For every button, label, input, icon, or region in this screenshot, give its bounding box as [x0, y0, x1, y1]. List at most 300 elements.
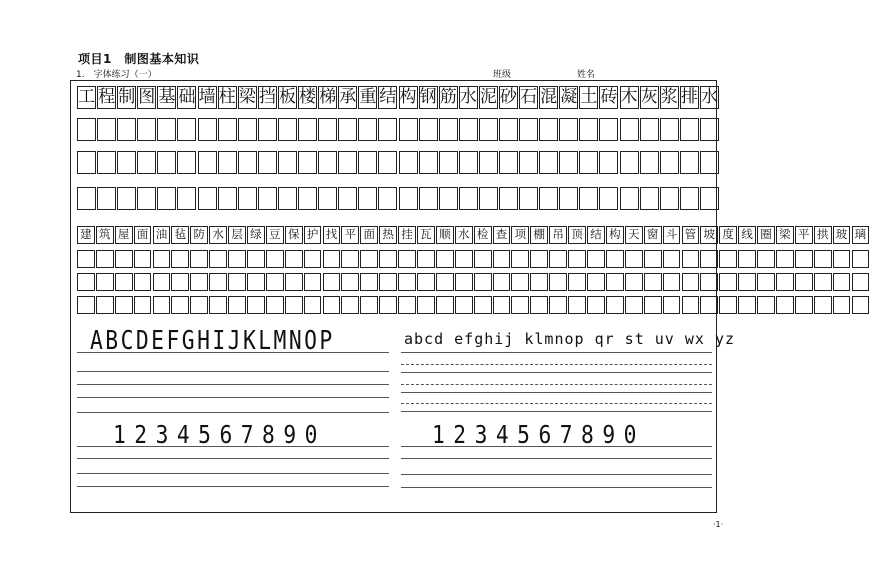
practice-empty-cell: [530, 250, 548, 268]
practice-empty-cell: [644, 250, 662, 268]
practice-empty-cell: [682, 296, 700, 314]
practice-empty-cell: [700, 273, 718, 291]
practice-char-cell: 制: [118, 87, 136, 107]
practice-empty-cell: [474, 273, 492, 291]
practice-char-cell: 平: [341, 226, 359, 244]
practice-empty-cell: [700, 118, 719, 141]
practice-empty-cell: [117, 118, 136, 141]
practice-empty-cell: [247, 296, 265, 314]
practice-empty-cell: [640, 151, 659, 174]
practice-empty-cell: [852, 296, 870, 314]
practice-empty-cell: [247, 273, 265, 291]
practice-empty-cell: [439, 118, 458, 141]
practice-empty-cell: [115, 250, 133, 268]
practice-empty-cell: [474, 250, 492, 268]
guide-line: [77, 371, 389, 372]
practice-empty-cell: [660, 187, 679, 210]
practice-char-cell: 天: [625, 226, 643, 244]
practice-empty-cell: [278, 118, 297, 141]
practice-empty-cell: [419, 118, 438, 141]
practice-char-cell: 查: [493, 226, 511, 244]
practice-empty-cell: [479, 187, 498, 210]
practice-empty-cell: [323, 296, 341, 314]
practice-char-cell: 结: [379, 87, 397, 107]
practice-empty-cell: [606, 250, 624, 268]
practice-empty-cell: [137, 118, 156, 141]
practice-char-cell: 拱: [814, 226, 832, 244]
practice-empty-cell: [137, 151, 156, 174]
practice-empty-cell: [700, 187, 719, 210]
practice-empty-cell: [228, 296, 246, 314]
practice-empty-cell: [97, 187, 116, 210]
practice-empty-cell: [153, 250, 171, 268]
practice-char-cell: 石: [520, 87, 538, 107]
practice-empty-cell: [177, 118, 196, 141]
practice-empty-cell: [539, 118, 558, 141]
practice-char-cell: 油: [153, 226, 171, 244]
practice-empty-cell: [700, 151, 719, 174]
practice-char-cell: 棚: [530, 226, 548, 244]
practice-empty-cell: [559, 187, 578, 210]
practice-char-cell: 平: [795, 226, 813, 244]
practice-empty-cell: [833, 250, 851, 268]
lowercase-sample: abcd efghij klmnop qr st uv wx yz: [404, 330, 736, 348]
practice-empty-cell: [640, 187, 659, 210]
practice-empty-cell: [338, 118, 357, 141]
practice-empty-cell: [539, 151, 558, 174]
practice-empty-cell: [190, 296, 208, 314]
practice-empty-cell: [439, 187, 458, 210]
practice-char-cell: 层: [228, 226, 246, 244]
practice-row-filled-2: [77, 226, 870, 244]
practice-empty-cell: [77, 187, 96, 210]
practice-char-cell: 水: [209, 226, 227, 244]
practice-char-cell: 基: [158, 87, 176, 107]
practice-empty-cell: [360, 250, 378, 268]
practice-empty-cell: [620, 151, 639, 174]
practice-empty-cell: [378, 151, 397, 174]
practice-empty-cell: [606, 273, 624, 291]
practice-empty-cell: [115, 296, 133, 314]
practice-char-cell: 保: [285, 226, 303, 244]
practice-empty-cell: [190, 273, 208, 291]
practice-empty-cell: [398, 250, 416, 268]
practice-empty-cell: [419, 187, 438, 210]
practice-char-cell: 线: [738, 226, 756, 244]
practice-empty-cell: [77, 118, 96, 141]
practice-char-cell: 梯: [319, 87, 337, 107]
practice-empty-cell: [663, 250, 681, 268]
practice-empty-cell: [338, 187, 357, 210]
practice-empty-cell: [663, 296, 681, 314]
practice-char-cell: 筑: [96, 226, 114, 244]
practice-char-cell: 挂: [398, 226, 416, 244]
practice-char-cell: 豆: [266, 226, 284, 244]
practice-char-cell: 混: [540, 87, 558, 107]
practice-empty-cell: [341, 296, 359, 314]
practice-char-cell: 水: [455, 226, 473, 244]
practice-empty-cell: [776, 296, 794, 314]
practice-empty-cell: [625, 250, 643, 268]
practice-empty-cell: [378, 118, 397, 141]
practice-empty-cell: [795, 250, 813, 268]
practice-char-cell: 木: [620, 87, 638, 107]
practice-empty-cell: [680, 187, 699, 210]
practice-empty-cell: [298, 187, 317, 210]
practice-empty-cell: [97, 151, 116, 174]
practice-char-cell: 坡: [700, 226, 718, 244]
practice-empty-cell: [171, 296, 189, 314]
practice-empty-cell: [218, 151, 237, 174]
practice-empty-cell: [238, 118, 257, 141]
practice-char-cell: 璃: [852, 226, 870, 244]
uppercase-sample: ABCDEFGHIJKLMNOP: [90, 326, 335, 356]
practice-empty-cell: [218, 118, 237, 141]
practice-empty-cell: [660, 118, 679, 141]
practice-char-cell: 础: [178, 87, 196, 107]
practice-row-empty-2: [77, 151, 720, 174]
practice-empty-cell: [519, 151, 538, 174]
practice-empty-cell: [568, 250, 586, 268]
practice-empty-cell: [134, 296, 152, 314]
practice-empty-cell: [833, 273, 851, 291]
practice-empty-cell: [680, 118, 699, 141]
practice-empty-cell: [814, 250, 832, 268]
practice-empty-cell: [757, 296, 775, 314]
practice-char-cell: 圈: [757, 226, 775, 244]
practice-empty-cell: [198, 151, 217, 174]
practice-char-cell: 构: [606, 226, 624, 244]
practice-empty-cell: [417, 273, 435, 291]
practice-empty-cell: [479, 118, 498, 141]
practice-empty-cell: [77, 296, 95, 314]
practice-empty-cell: [153, 273, 171, 291]
practice-empty-cell: [719, 273, 737, 291]
practice-empty-cell: [360, 296, 378, 314]
practice-empty-cell: [459, 151, 478, 174]
practice-empty-cell: [399, 151, 418, 174]
practice-empty-cell: [218, 187, 237, 210]
practice-char-cell: 砂: [499, 87, 517, 107]
practice-empty-cell: [157, 118, 176, 141]
practice-char-cell: 钢: [419, 87, 437, 107]
practice-empty-cell: [266, 250, 284, 268]
practice-char-cell: 梁: [776, 226, 794, 244]
practice-empty-cell: [228, 250, 246, 268]
practice-empty-cell: [258, 187, 277, 210]
practice-empty-cell: [620, 187, 639, 210]
guide-line: [401, 392, 712, 393]
practice-empty-cell: [559, 118, 578, 141]
practice-empty-cell: [455, 296, 473, 314]
practice-empty-cell: [559, 151, 578, 174]
practice-empty-cell: [417, 250, 435, 268]
practice-empty-cell: [700, 250, 718, 268]
practice-empty-cell: [358, 151, 377, 174]
practice-empty-cell: [209, 296, 227, 314]
practice-char-cell: 程: [98, 87, 116, 107]
practice-char-cell: 顶: [568, 226, 586, 244]
practice-empty-cell: [493, 250, 511, 268]
practice-char-cell: 排: [680, 87, 698, 107]
practice-empty-cell: [852, 273, 870, 291]
practice-char-cell: 吊: [549, 226, 567, 244]
practice-empty-cell: [549, 250, 567, 268]
practice-char-cell: 砖: [600, 87, 618, 107]
practice-empty-cell: [587, 296, 605, 314]
practice-row-filled-1: [77, 86, 720, 109]
practice-empty-cell: [700, 296, 718, 314]
name-label: 姓名: [577, 70, 596, 80]
exercise-subtitle: 1. 字体练习（一）: [76, 70, 157, 80]
practice-empty-cell: [499, 151, 518, 174]
practice-empty-cell: [459, 118, 478, 141]
practice-empty-cell: [493, 296, 511, 314]
practice-empty-cell: [436, 273, 454, 291]
practice-empty-cell: [599, 151, 618, 174]
practice-empty-cell: [177, 151, 196, 174]
practice-char-cell: 灰: [640, 87, 658, 107]
guide-line: [401, 384, 712, 385]
practice-empty-cell: [177, 187, 196, 210]
practice-char-cell: 凝: [560, 87, 578, 107]
practice-char-cell: 浆: [660, 87, 678, 107]
practice-char-cell: 泥: [479, 87, 497, 107]
practice-empty-cell: [358, 187, 377, 210]
practice-char-cell: 楼: [299, 87, 317, 107]
practice-empty-cell: [587, 273, 605, 291]
practice-empty-cell: [499, 118, 518, 141]
practice-char-cell: 水: [459, 87, 477, 107]
practice-empty-cell: [378, 187, 397, 210]
practice-empty-cell: [833, 296, 851, 314]
practice-empty-cell: [625, 273, 643, 291]
practice-empty-cell: [455, 250, 473, 268]
practice-empty-cell: [680, 151, 699, 174]
practice-empty-cell: [499, 187, 518, 210]
guide-line: [401, 364, 712, 365]
guide-line: [401, 487, 712, 488]
practice-empty-cell: [304, 250, 322, 268]
practice-empty-cell: [137, 187, 156, 210]
practice-empty-cell: [530, 296, 548, 314]
practice-empty-cell: [776, 273, 794, 291]
guide-line: [77, 458, 389, 459]
practice-empty-cell: [579, 118, 598, 141]
page-number: ·1·: [713, 520, 724, 529]
practice-empty-cell: [266, 296, 284, 314]
practice-char-cell: 水: [700, 87, 718, 107]
practice-empty-cell: [579, 187, 598, 210]
practice-empty-cell: [228, 273, 246, 291]
practice-char-cell: 玻: [833, 226, 851, 244]
practice-empty-cell: [663, 273, 681, 291]
practice-empty-cell: [247, 250, 265, 268]
practice-empty-cell: [323, 273, 341, 291]
practice-empty-cell: [304, 296, 322, 314]
practice-empty-cell: [530, 273, 548, 291]
practice-empty-cell: [814, 273, 832, 291]
practice-empty-cell: [323, 250, 341, 268]
practice-empty-cell: [285, 273, 303, 291]
practice-char-cell: 屋: [115, 226, 133, 244]
practice-char-cell: 绿: [247, 226, 265, 244]
page-title: 项目1 制图基本知识: [78, 52, 200, 66]
practice-char-cell: 墙: [198, 87, 216, 107]
practice-empty-cell: [285, 250, 303, 268]
practice-char-cell: 斗: [663, 226, 681, 244]
practice-empty-cell: [341, 250, 359, 268]
guide-line: [401, 403, 712, 404]
practice-empty-cell: [625, 296, 643, 314]
practice-empty-cell: [436, 250, 454, 268]
practice-row-empty-4: [77, 250, 870, 268]
practice-empty-cell: [117, 151, 136, 174]
practice-empty-cell: [511, 296, 529, 314]
guide-line: [401, 474, 712, 475]
practice-empty-cell: [115, 273, 133, 291]
guide-line: [401, 411, 712, 412]
practice-empty-cell: [511, 273, 529, 291]
practice-empty-cell: [587, 250, 605, 268]
guide-line: [77, 412, 389, 413]
practice-empty-cell: [157, 187, 176, 210]
practice-empty-cell: [606, 296, 624, 314]
practice-empty-cell: [599, 187, 618, 210]
practice-empty-cell: [519, 118, 538, 141]
practice-char-cell: 面: [134, 226, 152, 244]
practice-empty-cell: [474, 296, 492, 314]
practice-char-cell: 建: [77, 226, 95, 244]
guide-line: [401, 372, 712, 373]
practice-empty-cell: [97, 118, 116, 141]
practice-empty-cell: [795, 273, 813, 291]
practice-empty-cell: [318, 151, 337, 174]
practice-empty-cell: [719, 296, 737, 314]
class-label: 班级: [493, 70, 512, 80]
practice-empty-cell: [96, 250, 114, 268]
practice-empty-cell: [360, 273, 378, 291]
practice-empty-cell: [198, 118, 217, 141]
practice-empty-cell: [757, 250, 775, 268]
practice-empty-cell: [852, 250, 870, 268]
guide-line: [77, 384, 389, 385]
practice-empty-cell: [568, 273, 586, 291]
practice-empty-cell: [318, 118, 337, 141]
practice-empty-cell: [776, 250, 794, 268]
practice-empty-cell: [682, 250, 700, 268]
practice-empty-cell: [479, 151, 498, 174]
practice-char-cell: 热: [379, 226, 397, 244]
practice-empty-cell: [795, 296, 813, 314]
practice-empty-cell: [198, 187, 217, 210]
practice-empty-cell: [278, 151, 297, 174]
practice-empty-cell: [539, 187, 558, 210]
practice-empty-cell: [304, 273, 322, 291]
practice-char-cell: 构: [399, 87, 417, 107]
practice-empty-cell: [549, 273, 567, 291]
practice-empty-cell: [96, 296, 114, 314]
practice-char-cell: 筋: [439, 87, 457, 107]
practice-empty-cell: [134, 250, 152, 268]
practice-empty-cell: [258, 118, 277, 141]
practice-empty-cell: [77, 151, 96, 174]
practice-empty-cell: [338, 151, 357, 174]
practice-char-cell: 瓦: [417, 226, 435, 244]
practice-char-cell: 管: [682, 226, 700, 244]
practice-empty-cell: [439, 151, 458, 174]
practice-empty-cell: [209, 273, 227, 291]
practice-char-cell: 承: [339, 87, 357, 107]
practice-char-cell: 项: [511, 226, 529, 244]
practice-empty-cell: [399, 187, 418, 210]
practice-empty-cell: [640, 118, 659, 141]
practice-empty-cell: [660, 151, 679, 174]
practice-char-cell: 板: [278, 87, 296, 107]
practice-empty-cell: [298, 118, 317, 141]
practice-empty-cell: [417, 296, 435, 314]
practice-empty-cell: [134, 273, 152, 291]
practice-empty-cell: [209, 250, 227, 268]
guide-line: [77, 473, 389, 474]
practice-empty-cell: [757, 273, 775, 291]
practice-empty-cell: [266, 273, 284, 291]
practice-empty-cell: [644, 273, 662, 291]
practice-empty-cell: [599, 118, 618, 141]
practice-empty-cell: [719, 250, 737, 268]
practice-empty-cell: [153, 296, 171, 314]
practice-empty-cell: [436, 296, 454, 314]
practice-empty-cell: [318, 187, 337, 210]
practice-empty-cell: [644, 296, 662, 314]
practice-char-cell: 图: [138, 87, 156, 107]
practice-empty-cell: [258, 151, 277, 174]
practice-char-cell: 护: [304, 226, 322, 244]
guide-line: [401, 458, 712, 459]
practice-empty-cell: [77, 250, 95, 268]
practice-empty-cell: [171, 250, 189, 268]
guide-line: [77, 397, 389, 398]
practice-char-cell: 窗: [644, 226, 662, 244]
practice-empty-cell: [238, 151, 257, 174]
practice-empty-cell: [358, 118, 377, 141]
practice-char-cell: 找: [323, 226, 341, 244]
practice-empty-cell: [190, 250, 208, 268]
practice-empty-cell: [568, 296, 586, 314]
practice-char-cell: 结: [587, 226, 605, 244]
practice-empty-cell: [77, 273, 95, 291]
practice-empty-cell: [171, 273, 189, 291]
practice-char-cell: 挡: [258, 87, 276, 107]
practice-row-empty-6: [77, 296, 870, 314]
practice-empty-cell: [341, 273, 359, 291]
practice-char-cell: 重: [359, 87, 377, 107]
practice-char-cell: 检: [474, 226, 492, 244]
practice-row-empty-5: [77, 273, 870, 291]
practice-row-empty-3: [77, 187, 720, 210]
practice-empty-cell: [682, 273, 700, 291]
practice-empty-cell: [278, 187, 297, 210]
guide-line: [401, 352, 712, 353]
practice-empty-cell: [738, 296, 756, 314]
practice-char-cell: 毡: [171, 226, 189, 244]
practice-empty-cell: [455, 273, 473, 291]
guide-line: [77, 486, 389, 487]
practice-empty-cell: [398, 296, 416, 314]
practice-empty-cell: [579, 151, 598, 174]
practice-char-cell: 防: [190, 226, 208, 244]
practice-empty-cell: [399, 118, 418, 141]
